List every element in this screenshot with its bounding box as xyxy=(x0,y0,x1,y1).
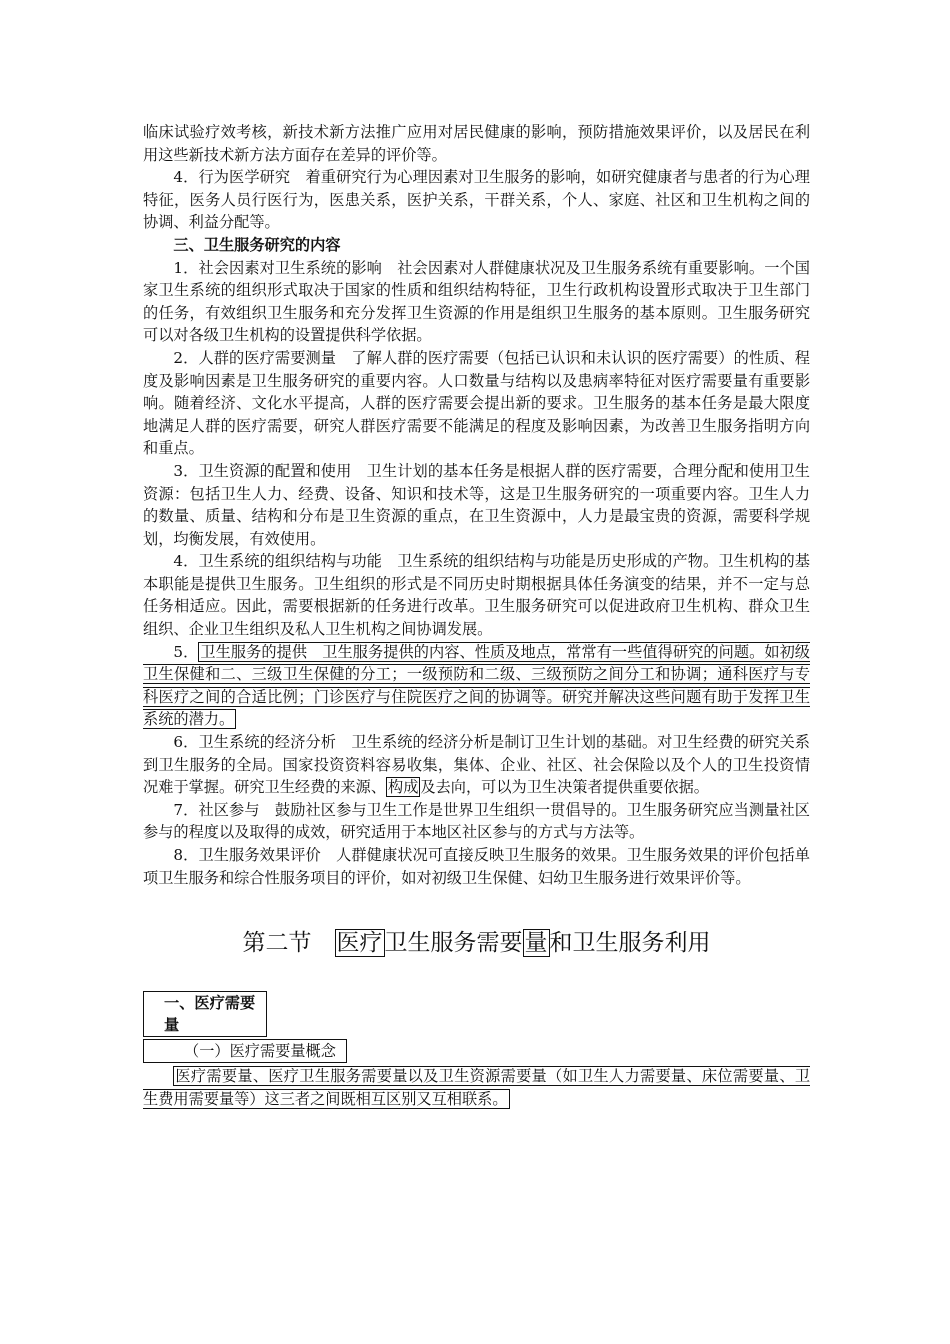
section-title-prefix: 第二节 xyxy=(242,930,335,957)
item-6-boxed-word: 构成 xyxy=(388,778,419,797)
item-6-text-before: 6．卫生系统的经济分析 卫生系统的经济分析是制订卫生计划的基础。对卫生经费的研究关系到卫生服务的全局。国家投资资料容易收集，集体、企业、社区、社会保险以及个人的卫生投资情况难于掌握。研究卫生经费的来源、 xyxy=(143,733,810,797)
section-title-boxed-2: 量 xyxy=(524,930,548,957)
heading-medical-need xyxy=(143,991,810,1037)
section-title-suffix: 和卫生服务利用 xyxy=(549,930,711,957)
item-5-number: 5． xyxy=(173,642,199,661)
paragraph-concept-boxed: 医疗需要量、医疗卫生服务需要量以及卫生资源需要量（如卫生人力需要量、床位需要量、卫生费用需要量等）这三者之间既相互区别又互相联系。 xyxy=(143,1067,810,1108)
item-6-text-after: 及去向，可以为卫生决策者提供重要依据。 xyxy=(420,778,709,797)
paragraph-item-7: 7．社区参与 鼓励社区参与卫生工作是世界卫生组织一贯倡导的。卫生服务研究应当测量社区参与的程度以及取得的成效，研究适用于本地区社区参与的方式与方法等。 xyxy=(143,800,810,842)
paragraph-behavioral-medicine: 4．行为医学研究 着重研究行为心理因素对卫生服务的影响，如研究健康者与患者的行为心理特征，医务人员行医行为，医患关系，医护关系，干群关系，个人、家庭、社区和卫生机构之间的协调、利益分配等。 xyxy=(143,168,810,232)
paragraph-item-1: 1．社会因素对卫生系统的影响 社会因素对人群健康状况及卫生服务系统有重要影响。一个国家卫生系统的组织形式取决于国家的性质和组织结构特征，卫生行政机构设置形式取决于卫生部门的任务，有效组织卫生服务和充分发挥卫生资源的作用是组织卫生服务的基本原则。卫生服务研究可以对各级卫生机构的设置提供科学依据。 xyxy=(143,258,810,345)
paragraph-item-8: 8．卫生服务效果评价 人群健康状况可直接反映卫生服务的效果。卫生服务效果的评价包括单项卫生服务和综合性服务项目的评价，如对初级卫生保健、妇幼卫生服务进行效果评价等。 xyxy=(143,846,810,887)
paragraph-item-6 xyxy=(143,731,810,799)
heading-research-content: 三、卫生服务研究的内容 xyxy=(173,235,341,254)
heading-medical-need-concept xyxy=(143,1039,810,1063)
paragraph-item-2: 2．人群的医疗需要测量 了解人群的医疗需要（包括已认识和未认识的医疗需要）的性质、程度及影响因素是卫生服务研究的重要内容。人口数量与结构以及患病率特征对医疗需要量有重要影响。随着经济、文化水平提高，人群的医疗需要会提出新的要求。卫生服务的基本任务是最大限度地满足人群的医疗需要，研究人群医疗需要不能满足的程度及影响因素，为改善卫生服务指明方向和重点。 xyxy=(143,348,810,458)
paragraph-item-4: 4．卫生系统的组织结构与功能 卫生系统的组织结构与功能是历史形成的产物。卫生机构的基本职能是提供卫生服务。卫生组织的形式是不同历史时期根据具体任务演变的结果，并不一定与总任务相适应。因此，需要根据新的任务进行改革。卫生服务研究可以促进政府卫生机构、群众卫生组织、企业卫生组织及私人卫生机构之间协调发展。 xyxy=(143,552,810,639)
paragraph-item-5 xyxy=(143,641,810,731)
heading-medical-need-concept-frame: （一）医疗需要量概念 xyxy=(143,1039,347,1063)
heading-medical-need-frame: 一、医疗需要量 xyxy=(143,991,267,1037)
item-5-boxed-text: 卫生服务的提供 卫生服务提供的内容、性质及地点，常常有一些值得研究的问题。如初级卫生保健和二、三级卫生保健的分工；一级预防和二级、三级预防之间分工和协调；通科医疗与专科医疗之间的合适比例；门诊医疗与住院医疗之间的协调等。研究并解决这些问题有助于发挥卫生系统的潜力。 xyxy=(143,642,810,729)
section-title-middle: 卫生服务需要 xyxy=(384,930,523,957)
paragraph-concept xyxy=(143,1065,810,1110)
section-title-boxed-1: 医疗 xyxy=(336,930,383,957)
document-page xyxy=(143,121,810,1110)
paragraph-item-3: 3．卫生资源的配置和使用 卫生计划的基本任务是根据人群的医疗需要，合理分配和使用卫生资源：包括卫生人力、经费、设备、知识和技术等，这是卫生服务研究的一项重要内容。卫生人力的数量、质量、结构和分布是卫生资源的重点，在卫生资源中，人力是最宝贵的资源，需要科学规划，均衡发展，有效使用。 xyxy=(143,461,810,548)
section-title xyxy=(143,928,810,958)
paragraph-continuation: 临床试验疗效考核，新技术新方法推广应用对居民健康的影响，预防措施效果评价，以及居民在利用这些新技术新方法方面存在差异的评价等。 xyxy=(143,123,810,164)
